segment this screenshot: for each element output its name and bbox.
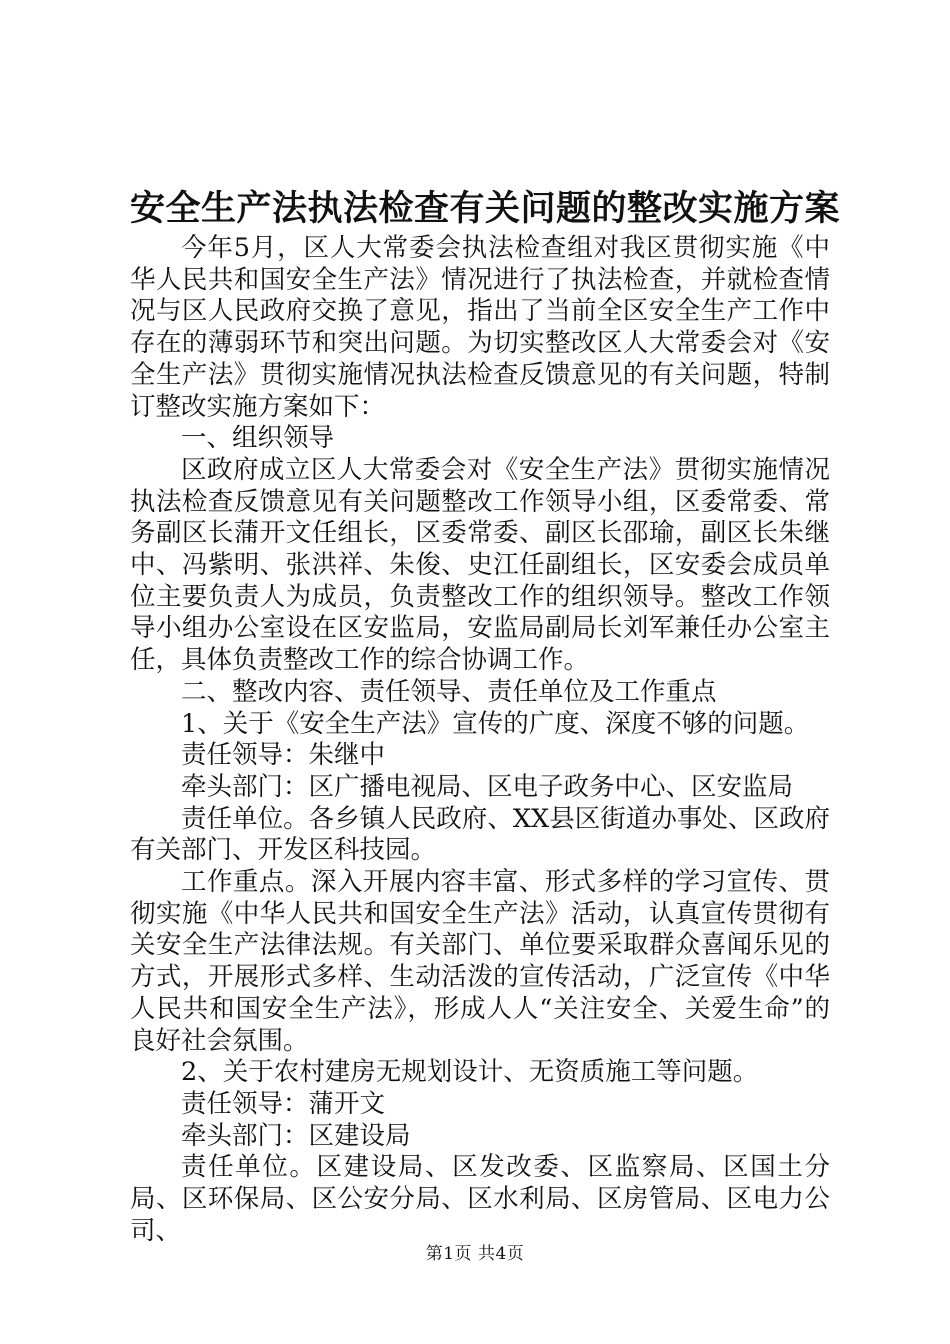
paragraph-organization: 区政府成立区人大常委会对《安全生产法》贯彻实施情况执法检查反馈意见有关问题整改工作领导小组，区委常委、常务副区长蒲开文任组长，区委常委、副区长邵瑜，副区长朱继中、冯紫明、张洪祥、朱俊、史江任副组长，区安委会成员单位主要负责人为成员，负责整改工作的组织领导。整改工作领导小组办公室设在区安监局，安监局副局长刘军兼任办公室主任，具体负责整改工作的综合协调工作。 <box>130 454 830 676</box>
item-1-leader: 责任领导：朱继中 <box>181 740 386 771</box>
document-title: 安全生产法执法检查有关问题的整改实施方案 <box>130 188 841 229</box>
item-heading-1: 1、关于《安全生产法》宣传的广度、深度不够的问题。 <box>181 708 810 739</box>
paragraph-intro: 今年5月，区人大常委会执法检查组对我区贯彻实施《中华人民共和国安全生产法》情况进行了执法检查，并就检查情况与区人民政府交换了意见，指出了当前全区安全生产工作中存在的薄弱环节和突出问题。为切实整改区人大常委会对《安全生产法》贯彻实施情况执法检查反馈意见的有关问题，特制订整改实施方案如下： <box>130 233 830 422</box>
item-2-lead-department: 牵头部门：区建设局 <box>181 1120 411 1151</box>
item-2-leader: 责任领导：蒲开文 <box>181 1088 386 1119</box>
item-heading-2: 2、关于农村建房无规划设计、无资质施工等问题。 <box>181 1057 759 1088</box>
section-heading-rectification: 二、整改内容、责任领导、责任单位及工作重点 <box>181 676 717 707</box>
document-body <box>130 233 830 1248</box>
item-1-lead-department: 牵头部门：区广播电视局、区电子政务中心、区安监局 <box>181 771 794 802</box>
section-heading-organization: 一、组织领导 <box>181 423 335 454</box>
page-footer: 第1页 共4页 <box>425 1244 525 1264</box>
item-2-responsible-units: 责任单位。区建设局、区发改委、区监察局、区国土分局、区环保局、区公安分局、区水利局、区房管局、区电力公司、 <box>130 1152 830 1246</box>
item-1-responsible-units: 责任单位。各乡镇人民政府、XX县区街道办事处、区政府有关部门、开发区科技园。 <box>130 803 830 866</box>
item-1-key-work: 工作重点。深入开展内容丰富、形式多样的学习宣传、贯彻实施《中华人民共和国安全生产法》活动，认真宣传贯彻有关安全生产法律法规。有关部门、单位要采取群众喜闻乐见的方式，开展形式多样、生动活泼的宣传活动，广泛宣传《中华人民共和国安全生产法》，形成人人“关注安全、关爱生命”的良好社会氛围。 <box>130 867 830 1056</box>
